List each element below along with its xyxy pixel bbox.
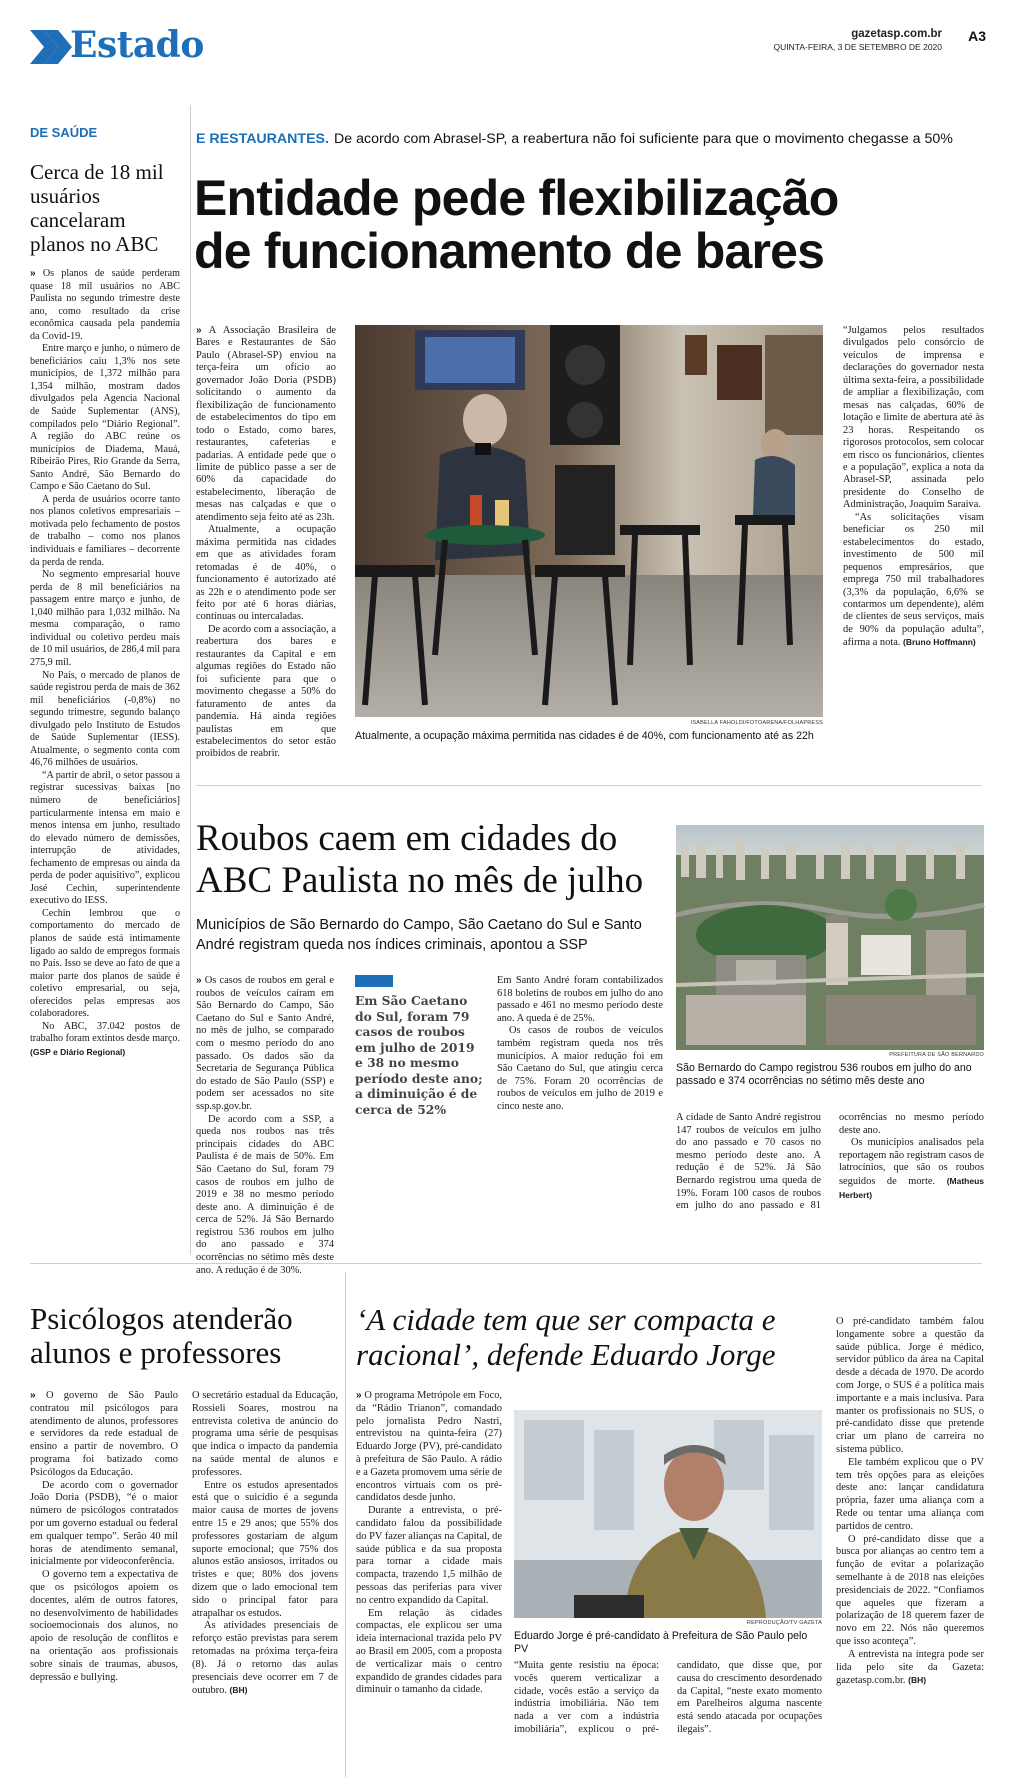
photo-caption: Atualmente, a ocupação máxima permitida nas cidades é de 40%, com funcionamento até as 22h <box>355 730 814 742</box>
photo-caption: Eduardo Jorge é pré-candidato à Prefeitura de São Paulo pelo PV <box>514 1630 808 1655</box>
main-col-1: » A Associação Brasileira de Bares e Restaurantes de São Paulo (Abrasel-SP) enviou na terça-feira um ofício ao governador João Doria (PSDB) solicitando o aumento da flexibilização de funcionamento de estabelecimentos do tipo em todo o Estado, como bares, restaurantes, cafeterias e padarias. A entidade pede que o limite de público passe a ser de 60% da capacidade do estabelecimento, liberação de mesas nas calçadas e que o atendimento seja feito até as 23h. Atualmente, a ocupação máxima permitida nas cidades em que as atividades foram retomadas é de 40%, o funcionamento é autorizado até as 22h e o atendimento pode ser feito por até 6 horas diárias, contínuas ou intercaladas. De acordo com a associação, a reabertura dos bares e restaurantes da Capital e em algumas regiões do Estado não foi suficiente para que o movimento chegasse a 50% do faturamento de antes da pandemia. Há ainda regiões paulistas em que estabelecimentos do setor estão proibidos de reabrir. <box>196 325 336 760</box>
edition-date: QUINTA-FEIRA, 3 DE SETEMBRO DE 2020 <box>773 42 942 52</box>
eduardo-photo <box>514 1410 822 1618</box>
page-number: A3 <box>968 28 986 44</box>
article-body: » Os planos de saúde perderam quase 18 mil usuários no ABC Paulista no segundo trimestre deste ano, como resultado da crise econômica causada pela pandemia da Covid-19. Entre março e junho, o número de beneficiários caiu 1,3% nos sete municípios, de 1,372 milhão para 1,354 milhão, mostram dados divulgados pela Agencia Nacional de Saúde Suplementar (ANS), compilados pelo “Diário Regional”. A região do ABC reúne os municípios de Diadema, Mauá, Ribeirão Pires, Rio Grande da Serra, Santo André, São Bernardo do Campo e São Caetano do Sul. A perda de usuários ocorre tanto nos planos coletivos empresariais – motivada pelo fechamento de postos de trabalho – como nos planos individuais e familiares – decorrente da perda de renda. No segmento empresarial houve perda de 8 mil beneficiários na passagem entre março e junho, de 1,040 milhão para 1,032 milhão. Na mesma comparação, o ramo individual ou coletivo perdeu mais de 10 mil usuários, de 286,4 mil para 275,9 mil. No País, o mercado de planos de saúde registrou perda de mais de 362 mil beneficiários (-0,8%) no segundo trimestre, segundo balanço divulgado pelo Instituto de Estudos de Saúde Suplementar (IESS). Atualmente, o segmento conta com 46,76 milhões de usuários. “A partir de abril, o setor passou a registrar sucessivas baixas [no número de beneficiários] particularmente intensa em maio e menos intensa em junho, resultado do elevado número de demissões, interrupção de atividades, fechamento de empresas ou ainda da perda de poder aquisitivo”, explicou José Cechin, superintendente executivo do IESS. Cechin lembrou que o comportamento do mercado de planos de saúde está intimamente ligado ao saldo de empregos formais no País. Isso se deve ao fato de que a maior parte dos planos de saúde é coletivo empresarial, ou seja, oferecidos pelas empresas aos colaboradores. No ABC, 37.042 postos de trabalho foram extintos desde março. (GSP e Diário Regional) <box>30 268 180 1057</box>
byline: (Bruno Hoffmann) <box>903 637 976 648</box>
bar-photo-image <box>355 325 823 717</box>
quote-bar <box>355 975 393 987</box>
mid-headline: Roubos caem em cidades do ABC Paulista no mês de julho <box>196 818 644 901</box>
photo-credit: REPRODUÇÃO/TV GAZETA <box>746 1620 822 1626</box>
main-col-3: “Julgamos pelos resultados divulgados pelo consórcio de veículos de imprensa e declarações do governador nesta última sexta-feira, a possibilidade de ampliar a flexibilização, com mesas nas calçadas, 60% de lotação e limite de abertura até às 23 horas. Respeitando os rigorosos protocolos, sem colocar em risco os funcionários, clientes e a população”, explica a nota da Abrasel-SP, assinada pelo presidente do Conselho de Administração, Joaquim Saraiva. “As solicitações visam beneficiar os 250 mil estabelecimentos do estado, investimento de 500 mil pequenos empresários, que emprega 750 mil trabalhadores (3,3% da população, 6,6% se contarmos um dependente), além de clientes de seus serviços, mais de 90% da população adulta”, afirma a nota. (Bruno Hoffmann) <box>843 325 984 649</box>
byline: (GSP e Diário Regional) <box>30 1046 126 1057</box>
lead-arrow-icon: » <box>196 975 202 986</box>
mid-col-3: Em Santo André foram contabilizados 618 boletins de roubos em julho do ano passado e 461 no mesmo período deste ano. A queda é de 25%. Os casos de roubos de veículos também registram queda nos três municípios. A maior redução foi em São Caetano do Sul, que atingiu cerca de 75%. Foram 20 ocorrências de roubos de veículos em julho de 2019 e cinco neste ano. <box>497 975 663 1112</box>
masthead <box>30 26 990 76</box>
eduardo-col-2: “Muita gente resistiu na época: vocês querem verticalizar a cidade, vocês estão a serviço da indústria imobiliária. Não tem nada a ver com a indústria imobiliária”, explicou o pré-candidato, que disse que, por causa do crescimento desordenado da Capital, “neste exato momento em Parelheiros alguma nascente está sendo atacada por ocupações ilegais”. <box>514 1660 822 1735</box>
mid-deck: Municípios de São Bernardo do Campo, São Caetano do Sul e Santo André registram queda nos índices criminais, apontou a SSP <box>196 917 642 953</box>
photo-caption: São Bernardo do Campo registrou 536 roubos em julho do ano passado e 374 ocorrências no sétimo mês deste ano <box>676 1062 972 1088</box>
mid-col-1: » Os casos de roubos em geral e roubos de veículos caíram em São Bernardo do Campo, São Caetano do Sul e Santo André, no mês de julho, se comparado com o mesmo período do ano passado. Os dados são da Secretaria de Segurança Pública do estado de São Paulo (SSP) e podem ser acessados no site ssp.sp.gov.br. De acordo com a SSP, a queda nos roubos nas três principais cidades do ABC Paulista é de mais de 50%. Em São Caetano do Sul, foram 79 casos de roubos em julho de 2019 e 38 no mesmo período deste ano. A diminuição é de cerca de 52%. Já São Bernardo registrou 536 roubos em julho do ano passado e 374 ocorrências no sétimo mês deste ano. A redução é de 30%. <box>196 975 334 1276</box>
kicker: DE SAÚDE <box>30 125 98 140</box>
left-story <box>30 125 180 1059</box>
double-chevron-icon <box>30 30 72 64</box>
byline: (BH) <box>908 1675 927 1686</box>
eduardo-photo-image <box>514 1410 822 1618</box>
main-story-deck <box>196 128 986 147</box>
aerial-photo-image <box>676 825 984 1050</box>
pull-quote: Em São Caetano do Sul, foram 79 casos de roubos em julho de 2019 e 38 no mesmo período deste ano; a diminuição é de cerca de 52% <box>355 975 485 1117</box>
bar-photo <box>355 325 823 717</box>
column-rule <box>190 105 191 1255</box>
psych-col-1: » O governo de São Paulo contratou mil psicólogos para atendimento de alunos, professores e servidores da rede estadual de ensino a partir de novembro. O programa foi batizado como Psicólogos da Educação. De acordo com o governador João Doria (PSDB), “é o maior número de psicólogos contratados por um governo estadual ou federal em qualquer tempo”. Serão 40 mil horas de atendimento semanal, inicialmente por videoconferência. O governo tem a expectativa de que os psicólogos apoiem os docentes, além de outros fatores, no desenvolvimento de habilidades socioemocionais dos alunos, no apoio de resolução de conflitos e na orientação aos profissionais sobre sinais de traumas, abusos, depressão e bullying. <box>30 1390 178 1683</box>
lead-arrow-icon: » <box>30 1390 36 1401</box>
lead-arrow-icon: » <box>30 268 36 279</box>
headline: Cerca de 18 mil usuários cancelaram planos no ABC <box>30 160 164 256</box>
eduardo-headline: ‘A cidade tem que ser compacta e racional’, defende Eduardo Jorge <box>356 1302 776 1372</box>
deck: De acordo com Abrasel-SP, a reabertura não foi suficiente para que o movimento chegasse a 50% <box>334 131 953 147</box>
lead-arrow-icon: » <box>356 1390 362 1401</box>
site-url[interactable]: gazetasp.com.br <box>851 28 942 40</box>
mid-col-4: A cidade de Santo André registrou 147 roubos de veículos em julho do ano passado e 70 casos no mesmo período deste ano. A redução é de 52%. Já São Bernardo registrou uma queda de 19%. Foram 100 casos de roubos em julho do ano passado e 81 ocorrências no mesmo período deste ano. Os municípios analisados pela reportagem não registram casos de latrocínios, que são os roubos seguidos de morte. (Matheus Herbert) <box>676 1112 984 1212</box>
horizontal-rule <box>196 785 982 786</box>
psych-col-2: O secretário estadual da Educação, Rossieli Soares, mostrou na entrevista coletiva de anúncio do programa uma série de pesquisas que indica o impacto da pandemia na saúde mental de alunos e professores. Entre os estudos apresentados está que o suicídio é a segunda maior causa de mortes de jovens entre 15 e 29 anos; que 55% dos professores gostariam de algum suporte emocional; que 75% dos alunos estão ansiosos, irritados ou tristes e que; 80% dos jovens dizem que o lado emocional tem sido o principal fator para atrapalhar os estudos. As atividades presenciais de reforço estão previstas para serem retomadas na próxima terça-feira (8). Já o retorno das aulas presenciais deve ocorrer em 7 de outubro. (BH) <box>192 1390 338 1697</box>
photo-credit: ISABELLA FAHOLDI/FOTOARENA/FOLHAPRESS <box>690 720 823 726</box>
byline: (BH) <box>229 1685 248 1696</box>
kicker: E RESTAURANTES. <box>196 131 329 147</box>
lead-arrow-icon: » <box>196 325 202 336</box>
column-rule <box>345 1272 346 1777</box>
photo-credit: PREFEITURA DE SÃO BERNARDO <box>889 1052 984 1058</box>
eduardo-col-3: O pré-candidato também falou longamente sobre a questão da saúde pública. Jorge é médico, servidor público da área na Capital desde a década de 1970. De acordo com Jorge, o SUS é a política mais importante e a mais inclusiva. Para manter os profissionais no SUS, o pré-candidato disse que pretende criar um plano de carreira no sistema público. Ele também explicou que o PV tem três opções para as eleições deste ano: lançar candidatura própria, fazer uma aliança com a Rede ou tentar uma aliança com partidos de centro. O pré-candidato disse que a busca por alianças ao centro tem a função de evitar a polarização semelhante à de 2018 nas eleições presidenciais de 2022. “Confiamos que aqueles que fizeram a polarização de 18 querem fazer de novo em 22. Nós não queremos que isso aconteça”. A entrevista na íntegra pode ser lida pelo site da Gazeta: gazetasp.com.br. (BH) <box>836 1316 984 1687</box>
eduardo-col-1: » O programa Metrópole em Foco, da “Rádio Trianon”, comandado pelo jornalista Pedro Nastri, entrevistou na quinta-feira (27) Eduardo Jorge (PV), pré-candidato à prefeitura de São Paulo. A rádio e a Gazeta promovem uma série de encontros virtuais com os pré-candidatos desde junho. Durante a entrevista, o pré-candidato falou da possibilidade do PV fazer alianças na Capital, de saúde pública e da sua proposta para tornar a cidade mais compacta, trazendo 1,5 milhão de pessoas das periferias para viver no centro expandido da Capital. Em relação às cidades compactas, ele explicou ser uma ideia internacional trazida pelo PV ao Brasil em 2005, com a proposta de verticalizar mais o centro expandido de grandes cidades para diminuir o tamanho da cidade. <box>356 1390 503 1696</box>
horizontal-rule <box>30 1263 982 1264</box>
aerial-photo <box>676 825 984 1050</box>
main-headline: Entidade pede flexibilização de funcionamento de bares <box>194 170 839 279</box>
byline: (Matheus Herbert) <box>839 1175 984 1200</box>
psych-headline: Psicólogos atenderão alunos e professores <box>30 1301 293 1370</box>
section-title: Estado <box>70 24 204 66</box>
